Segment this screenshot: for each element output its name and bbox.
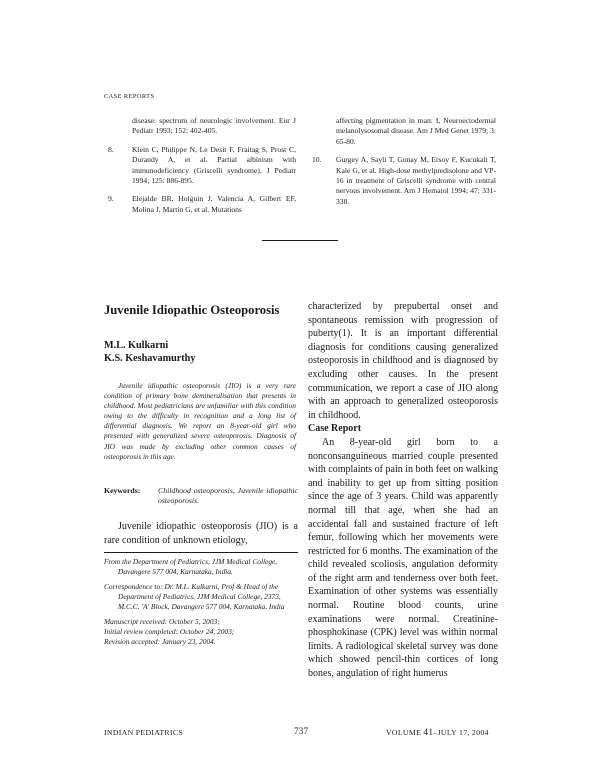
- right-text-column: [308, 300, 498, 681]
- footer-date: –JULY 17, 2004: [433, 728, 489, 737]
- reference-text: Elejalde BR, Holguin J, Valencia A, Gilbert EF, Molina J, Martin G, et al. Mutations: [132, 194, 296, 214]
- reference-number: 9.: [108, 194, 114, 204]
- section-divider: [262, 240, 338, 241]
- footnotes: [104, 557, 298, 647]
- footer-journal-name: INDIAN PEDIATRICS: [104, 728, 183, 737]
- affiliation-note: From the Department of Pediatrics, JJM Medical College, Davangere 577 004, Karnataka, India.: [104, 557, 278, 576]
- author-name: M.L. Kulkarni: [104, 340, 169, 351]
- footer-volume-date: [386, 728, 489, 738]
- footnote-divider: [104, 552, 298, 553]
- reference-text: affecting pigmentation in man: I, Neuroectodermal melanolysosomal disease. Am J Med Genet 1979; 3: 65-80.: [336, 116, 496, 146]
- reference-item: [308, 116, 496, 147]
- reference-text: disease: spectrum of neurologic involvement. Eur J Pediatr 1993; 152: 402-405.: [132, 116, 296, 136]
- body-paragraph-case: An 8-year-old girl born to a nonconsanguineous married couple presented with complaints of pain in both feet on walking and inability to get up from sitting position since the age of 3 years. Child was apparently normal till that age, when she had an accidental fall and sustained fracture of left femur, following which her movements were restricted for 6 months. The examination of the child revealed scoliosis, angulation deformity of the right arm and tenderness over both feet. Examination of other systems was essentially normal. Routine blood counts, urine examinations were normal. Creatinine-phosphokinase (CPK) level was within normal limits. A radiological skeletal survey was done which showed pencil-thin cortices of long bones, angulation of right humerus: [308, 436, 498, 680]
- reference-item: [104, 145, 296, 187]
- reference-item: [104, 194, 296, 215]
- article-title: Juvenile Idiopathic Osteoporosis: [104, 303, 280, 317]
- received-date: Manuscript received: October 5, 2003;: [104, 617, 220, 626]
- review-date: Initial review completed: October 24, 2003;: [104, 627, 235, 636]
- keywords-text: Childhood osteoporosis, Juvenile idiopathic osteoporosis.: [158, 486, 298, 506]
- section-heading-case-report: Case Report: [308, 423, 362, 435]
- keywords-label: Keywords:: [104, 486, 141, 495]
- running-head: CASE REPORTS: [104, 93, 155, 100]
- keywords-block: [104, 486, 298, 507]
- reference-text: Klein C, Philippe N, Le Desit F, Fraitag S, Prost C, Durandy A, et al. Partial albinism with immunodeficiency (Griscelli syndrome). J Pediatr 1994; 125: 886-895.: [132, 144, 296, 186]
- correspondence-note: Correspondence to: Dr. M.L. Kulkarni, Prof & Head of the Department of Pediatrics, JJM Medical College, 2373, M.C.C. 'A' Block, Davangere 577 004, Karnataka, India: [104, 582, 285, 611]
- reference-number: 10.: [312, 155, 322, 165]
- reference-number: 8.: [108, 144, 114, 154]
- references-left-column: [104, 116, 296, 223]
- reference-item: [104, 116, 296, 137]
- reference-item: [308, 155, 496, 207]
- author-list: [104, 339, 195, 365]
- footer-volume-number: 41: [423, 728, 434, 738]
- footer-volume-label: VOLUME: [386, 728, 422, 737]
- references-right-column: [308, 116, 496, 215]
- abstract: Juvenile idiopathic osteoporosis (JIO) is a very rare condition of primary bone demineralisation that presents in childhood. Most pediatricians are unfamiliar with this condition owing to the difficulty in recognition and a long list of differential diagnosis. We report an 8-year-old girl who presented with generalized severe osteoporosis. Diagnosis of JIO was made by excluding other common causes of osteoporosis in this age.: [104, 381, 296, 461]
- reference-text: Gurgey A, Sayli T, Gunay M, Ersoy F, Kucukali T, Kale G, et al. High-dose methylpredisolone and VP-16 in treatment of Griscelli syndrome with central nervous involvement. Am J Hematol 1994; 47: 331-338.: [336, 155, 496, 206]
- author-name: K.S. Keshavamurthy: [104, 353, 196, 364]
- body-paragraph-intro-continued: characterized by prepubertal onset and spontaneous remission with progression of puberty(1). It is an important differential diagnosis for conditions causing generalized osteoporosis in childhood and is diagnosed by excluding other causes. In the present communication, we report a case of JIO along with an approach to generalized osteoporosis in childhood.: [308, 301, 498, 421]
- accepted-date: Revision accepted: January 23, 2004.: [104, 637, 216, 646]
- footer-page-number: 737: [294, 726, 309, 736]
- body-paragraph-intro: Juvenile idiopathic osteoporosis (JIO) is a rare condition of unknown etiology,: [104, 521, 298, 546]
